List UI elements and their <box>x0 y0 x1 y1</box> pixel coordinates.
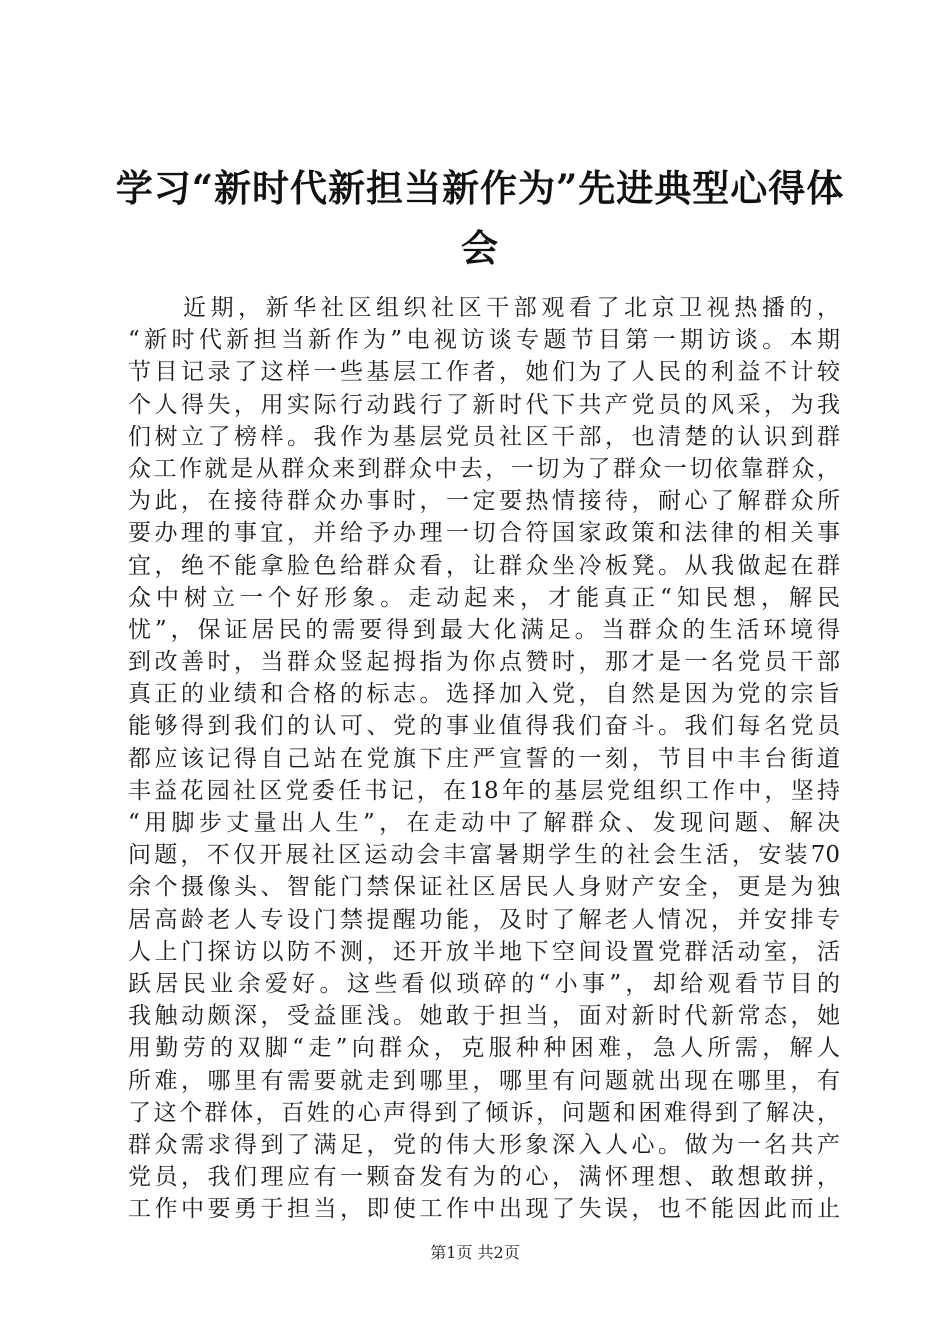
text-line: 众中树立一个好形象。走动起来，才能真正“知民想，解民 <box>128 584 840 611</box>
text-line: 用勤劳的双脚“走”向群众，克服种种困难，急人所需，解人 <box>128 1035 840 1062</box>
text-line: 都应该记得自己站在党旗下庄严宣誓的一刻，节目中丰台街道 <box>128 745 840 772</box>
text-line: 宜，绝不能拿脸色给群众看，让群众坐冷板凳。从我做起在群 <box>128 552 840 579</box>
body-paragraph <box>128 292 840 1225</box>
text-line: 近期，新华社区组织社区干部观看了北京卫视热播的， <box>183 295 840 321</box>
text-line: 个人得失，用实际行动践行了新时代下共产党员的风采，为我 <box>128 391 840 418</box>
text-line: 了这个群体，百姓的心声得到了倾诉，问题和困难得到了解决， <box>128 1099 840 1126</box>
page-footer: 第1页 共2页 <box>430 1243 520 1262</box>
title-line-2: 会 <box>461 226 499 270</box>
text-line: 真正的业绩和合格的标志。选择加入党，自然是因为党的宗旨 <box>128 681 840 708</box>
text-line: 丰益花园社区党委任书记，在18年的基层党组织工作中，坚持 <box>128 777 840 804</box>
text-line: 节目记录了这样一些基层工作者，她们为了人民的利益不计较 <box>128 359 840 386</box>
text-line: 众工作就是从群众来到群众中去，一切为了群众一切依靠群众， <box>128 455 840 482</box>
text-line: 人上门探访以防不测，还开放半地下空间设置党群活动室，活 <box>128 938 840 965</box>
text-line: 我触动颇深，受益匪浅。她敢于担当，面对新时代新常态，她 <box>128 1003 840 1030</box>
text-line: 要办理的事宜，并给予办理一切合符国家政策和法律的相关事 <box>128 520 840 547</box>
text-line: “用脚步丈量出人生”，在走动中了解群众、发现问题、解决 <box>128 810 840 836</box>
document-title <box>100 158 860 278</box>
text-line: 余个摄像头、智能门禁保证社区居民人身财产安全，更是为独 <box>128 874 840 901</box>
text-line: 到改善时，当群众竖起拇指为你点赞时，那才是一名党员干部 <box>128 649 840 676</box>
text-line: 们树立了榜样。我作为基层党员社区干部，也清楚的认识到群 <box>128 423 840 450</box>
text-line: 居高龄老人专设门禁提醒功能，及时了解老人情况，并安排专 <box>128 906 840 933</box>
text-line: 跃居民业余爱好。这些看似琐碎的“小事”，却给观看节目的 <box>128 970 840 997</box>
text-line: 能够得到我们的认可、党的事业值得我们奋斗。我们每名党员 <box>128 713 840 740</box>
text-line: “新时代新担当新作为”电视访谈专题节目第一期访谈。本期 <box>128 327 840 354</box>
text-line: 问题，不仅开展社区运动会丰富暑期学生的社会生活，安装70 <box>128 842 840 869</box>
text-line: 为此，在接待群众办事时，一定要热情接待，耐心了解群众所 <box>128 488 840 515</box>
text-line: 所难，哪里有需要就走到哪里，哪里有问题就出现在哪里，有 <box>128 1067 840 1094</box>
text-line: 忧”，保证居民的需要得到最大化满足。当群众的生活环境得 <box>128 616 840 643</box>
text-line: 群众需求得到了满足，党的伟大形象深入人心。做为一名共产 <box>128 1131 840 1158</box>
title-line-1: 学习“新时代新担当新作为”先进典型心得体 <box>115 166 845 210</box>
text-line: 党员，我们理应有一颗奋发有为的心，满怀理想、敢想敢拼， <box>128 1164 840 1191</box>
text-line: 工作中要勇于担当，即使工作中出现了失误，也不能因此而止 <box>128 1196 840 1223</box>
